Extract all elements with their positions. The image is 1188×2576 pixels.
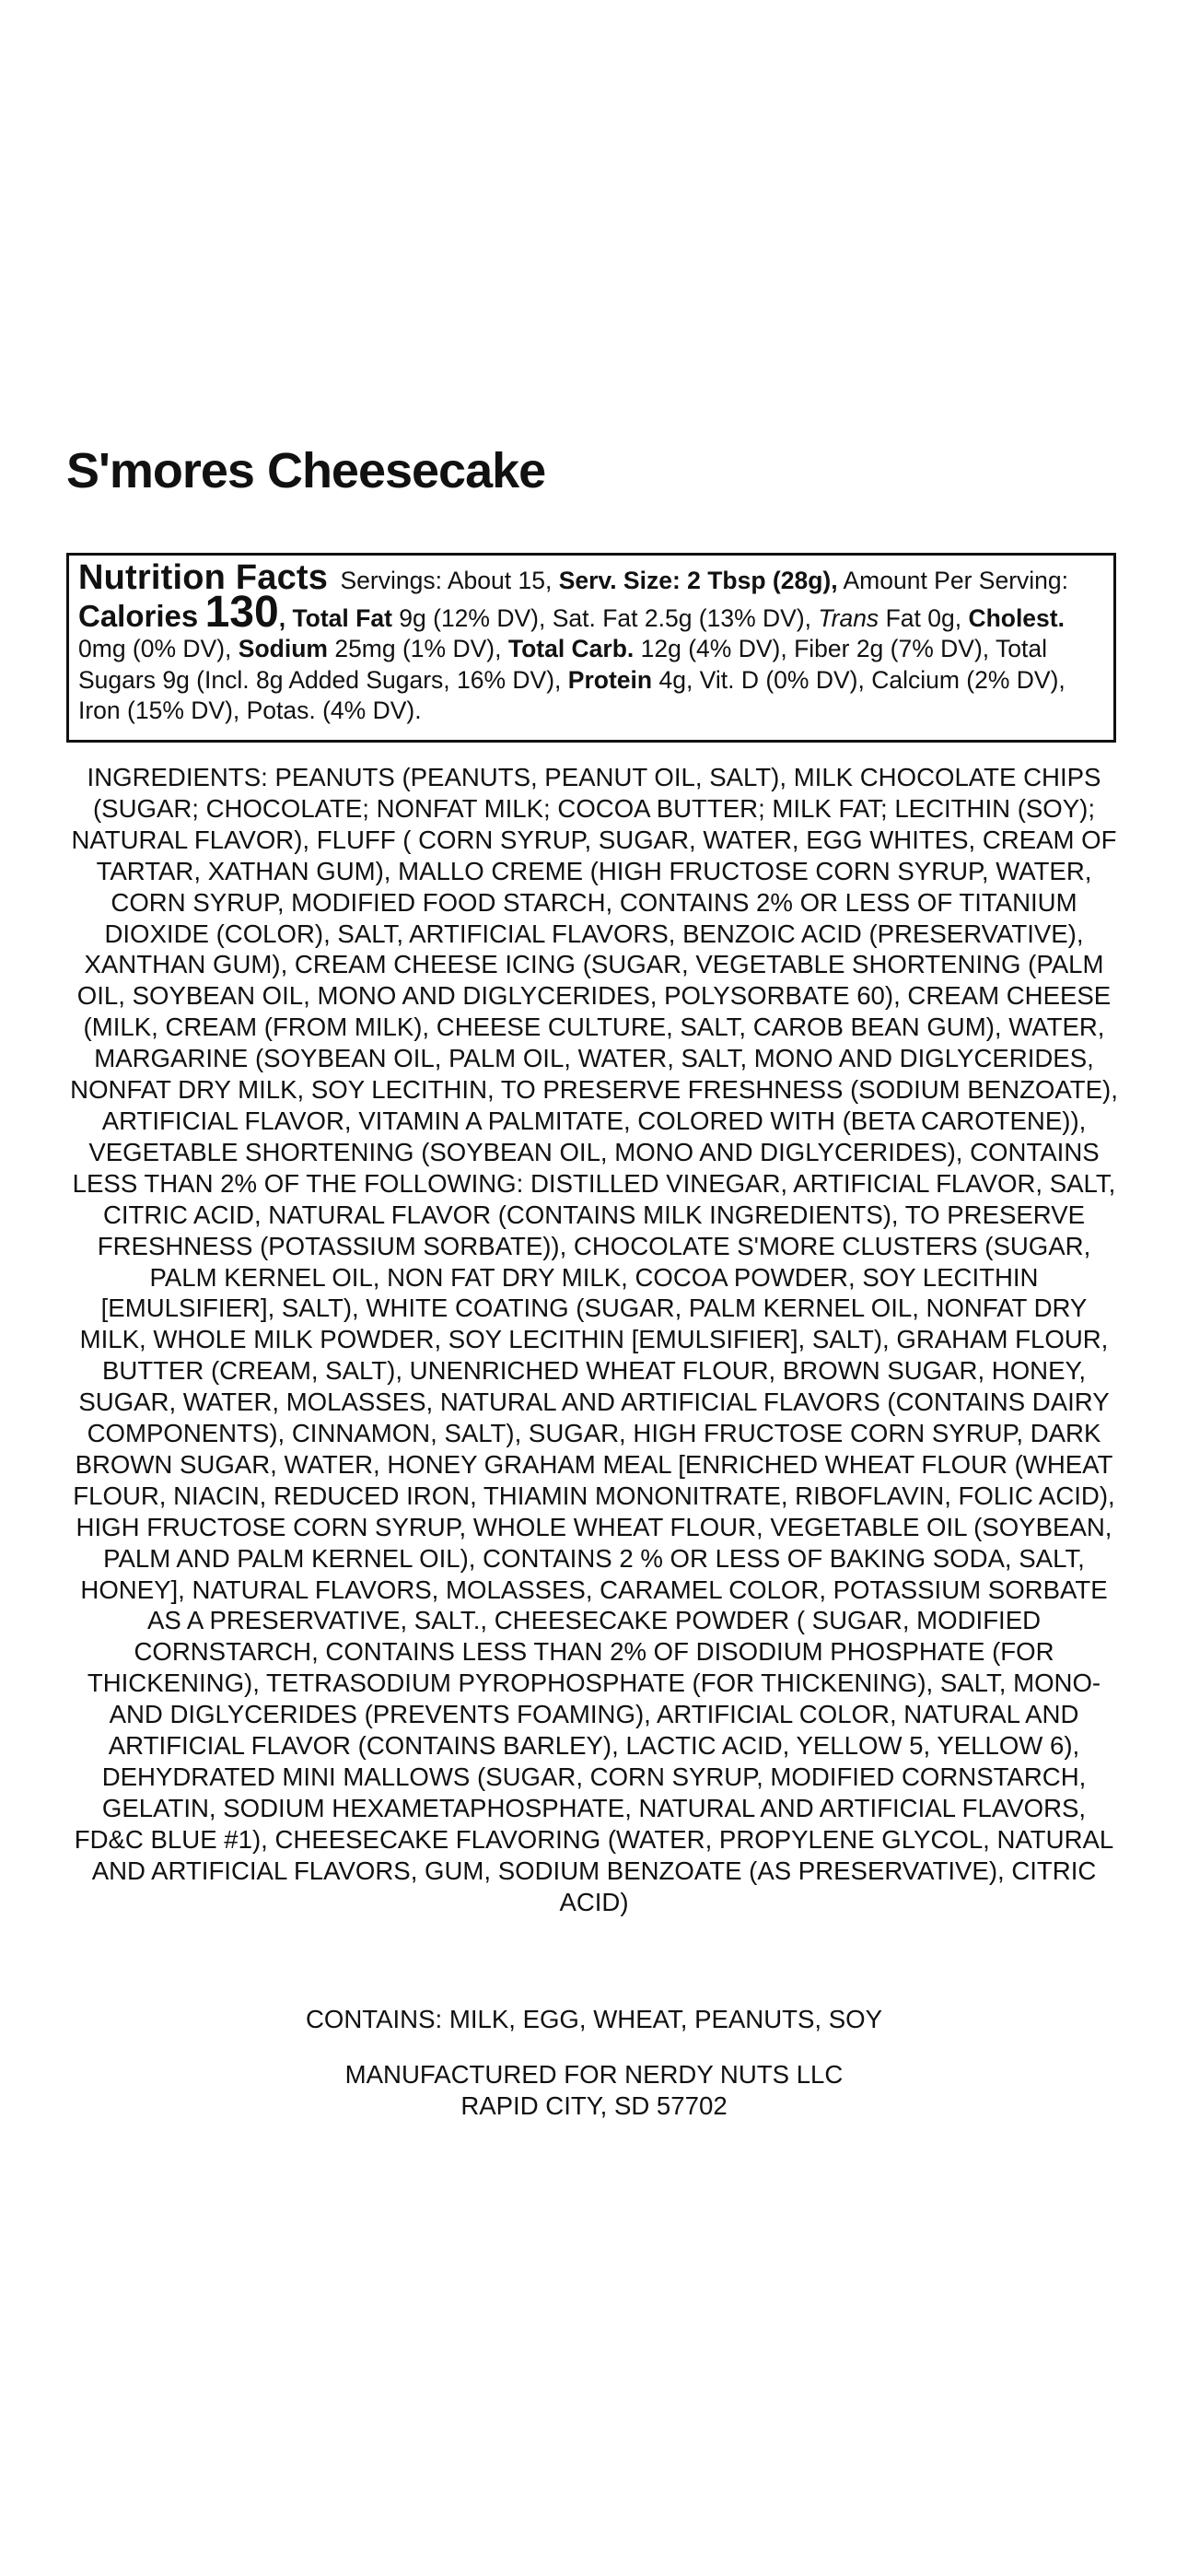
sodium-label: Sodium [238,635,328,662]
product-title: S'mores Cheesecake [66,443,546,498]
amount-per-serving-text: Amount Per Serving: [843,567,1068,594]
calories-value: 130 [204,587,279,637]
servings-text: Servings: About 15, [340,567,553,594]
trans-fat-label: Trans [818,603,879,632]
sodium-value: 25mg (1% DV), [334,635,502,662]
nutrition-facts-panel: Nutrition Facts Servings: About 15, Serv. Size: 2 Tbsp (28g), Amount Per Serving: Calories 130, Total Fat 9g (12% DV), Sat. Fat 2.5g (13% DV), Trans Fat 0g, Cholest. 0mg (0% DV), Sodium 25mg (1% DV), Total Carb. 12g (4% DV), Fiber 2g (7% DV), Total Sugars 9g (Incl. 8g Added Sugars, 16% DV), Protein 4g, Vit. D (0% DV), Calcium (2% DV), Iron (15% DV), Potas. (4% DV). [66,553,1116,743]
allergen-statement: CONTAINS: MILK, EGG, WHEAT, PEANUTS, SOY [305,2005,883,2033]
protein-label: Protein [567,665,653,694]
cholesterol-label: Cholest. [968,603,1065,632]
trans-fat-value: Fat 0g, [885,603,962,632]
ingredients-statement: INGREDIENTS: PEANUTS (PEANUTS, PEANUT OIL, SALT), MILK CHOCOLATE CHIPS (SUGAR; CHOCOLATE; NONFAT MILK; COCOA BUTTER; MILK FAT; LECITHIN (SOY); NATURAL FLAVOR), FLUFF ( CORN SYRUP, SUGAR, WATER, EGG WHITES, CREAM OF TARTAR, XATHAN GUM), MALLO CREME (HIGH FRUCTOSE CORN SYRUP, WATER, CORN SYRUP, MODIFIED FOOD STARCH, CONTAINS 2% OR LESS OF TITANIUM DIOXIDE (COLOR), SALT, ARTIFICIAL FLAVORS, BENZOIC ACID (PRESERVATIVE), XANTHAN GUM), CREAM CHEESE ICING (SUGAR, VEGETABLE SHORTENING (PALM OIL, SOYBEAN OIL, MONO AND DIGLYCERIDES, POLYSORBATE 60), CREAM CHEESE (MILK, CREAM (FROM MILK), CHEESE CULTURE, SALT, CAROB BEAN GUM), WATER, MARGARINE (SOYBEAN OIL, PALM OIL, WATER, SALT, MONO AND DIGLYCERIDES, NONFAT DRY MILK, SOY LECITHIN, TO PRESERVE FRESHNESS (SODIUM BENZOATE), ARTIFICIAL FLAVOR, VITAMIN A PALMITATE, COLORED WITH (BETA CAROTENE)), VEGETABLE SHORTENING (SOYBEAN OIL, MONO AND DIGLYCERIDES), CONTAINS LESS THAN 2% OF THE FOLLOWING: DISTILLED VINEGAR, ARTIFICIAL FLAVOR, SALT, CITRIC ACID, NATURAL FLAVOR (CONTAINS MILK INGREDIENTS), TO PRESERVE FRESHNESS (POTASSIUM SORBATE)), CHOCOLATE S'MORE CLUSTERS (SUGAR, PALM KERNEL OIL, NON FAT DRY MILK, COCOA POWDER, SOY LECITHIN [EMULSIFIER], SALT), WHITE COATING (SUGAR, PALM KERNEL OIL, NONFAT DRY MILK, WHOLE MILK POWDER, SOY LECITHIN [EMULSIFIER], SALT), GRAHAM FLOUR, BUTTER (CREAM, SALT), UNENRICHED WHEAT FLOUR, BROWN SUGAR, HONEY, SUGAR, WATER, MOLASSES, NATURAL AND ARTIFICIAL FLAVORS (CONTAINS DAIRY COMPONENTS), CINNAMON, SALT), SUGAR, HIGH FRUCTOSE CORN SYRUP, DARK BROWN SUGAR, WATER, HONEY GRAHAM MEAL [ENRICHED WHEAT FLOUR (WHEAT FLOUR, NIACIN, REDUCED IRON, THIAMIN MONONITRATE, RIBOFLAVIN, FOLIC ACID), HIGH FRUCTOSE CORN SYRUP, WHOLE WHEAT FLOUR, VEGETABLE OIL (SOYBEAN, PALM AND PALM KERNEL OIL), CONTAINS 2 % OR LESS OF BAKING SODA, SALT, HONEY], NATURAL FLAVORS, MOLASSES, CARAMEL COLOR, POTASSIUM SORBATE AS A PRESERVATIVE, SALT., CHEESECAKE POWDER ( SUGAR, MODIFIED CORNSTARCH, CONTAINS LESS THAN 2% OF DISODIUM PHOSPHATE (FOR THICKENING), TETRASODIUM PYROPHOSPHATE (FOR THICKENING), SALT, MONO- AND DIGLYCERIDES (PREVENTS FOAMING), ARTIFICIAL COLOR, NATURAL AND ARTIFICIAL FLAVOR (CONTAINS BARLEY), LACTIC ACID, YELLOW 5, YELLOW 6), DEHYDRATED MINI MALLOWS (SUGAR, CORN SYRUP, MODIFIED CORNSTARCH, GELATIN, SODIUM HEXAMETAPHOSPHATE, NATURAL AND ARTIFICIAL FLAVORS, FD&C BLUE #1), CHEESECAKE FLAVORING (WATER, PROPYLENE GLYCOL, NATURAL AND ARTIFICIAL FLAVORS, GUM, SODIUM BENZOATE (AS PRESERVATIVE), CITRIC ACID) [70,763,1118,1916]
cholesterol-value: 0mg (0% DV), [78,635,232,662]
manufacturer-name: MANUFACTURED FOR NERDY NUTS LLC [344,2060,844,2089]
calories-label: Calories [78,598,199,633]
total-fat-value: 9g (12% DV), Sat. Fat 2.5g (13% DV), [399,603,812,632]
total-fat-label: Total Fat [292,603,392,632]
nutrition-facts-heading: Nutrition Facts [78,558,329,597]
total-carb-label: Total Carb. [507,635,635,662]
total-carb-value: 12g (4% DV), Fiber 2g (7% DV), Total Sugars 9g (Incl. 8g Added Sugars, 16% DV), [78,635,1048,694]
protein-value: 4g, Vit. D (0% DV), Calcium (2% DV), Iron (15% DV), Potas. (4% DV). [78,665,1066,724]
manufacturer-address: RAPID CITY, SD 57702 [460,2091,728,2120]
manufacturer-block [66,2059,1122,2122]
serving-size-text: Serv. Size: 2 Tbsp (28g), [558,567,838,594]
